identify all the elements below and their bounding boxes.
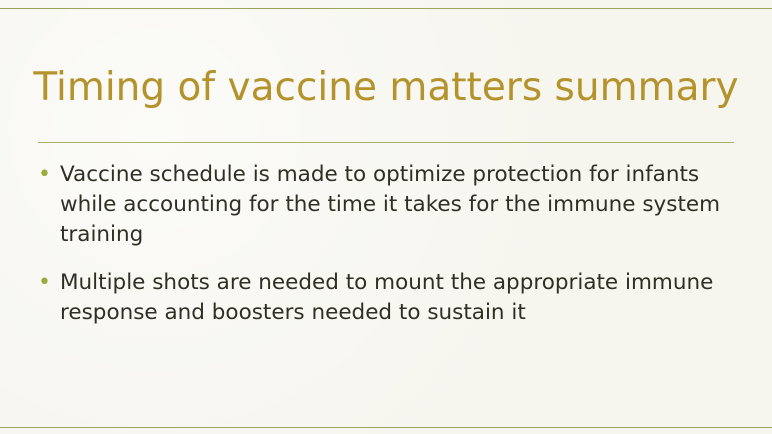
bullet-dot-icon: • — [38, 270, 51, 295]
bullet-text: Vaccine schedule is made to optimize protection for infants while accounting for the time it takes for the immune system training — [60, 162, 721, 247]
bullet-list — [38, 160, 738, 346]
top-rule — [0, 8, 772, 9]
slide-title: Timing of vaccine matters summary — [33, 65, 739, 110]
bullet-dot-icon: • — [38, 162, 51, 187]
title-divider — [38, 142, 734, 143]
bullet-item — [38, 160, 738, 250]
bullet-text: Multiple shots are needed to mount the appropriate immune response and boosters needed to sustain it — [60, 270, 714, 325]
bottom-rule — [0, 427, 772, 428]
bullet-item — [38, 268, 738, 328]
